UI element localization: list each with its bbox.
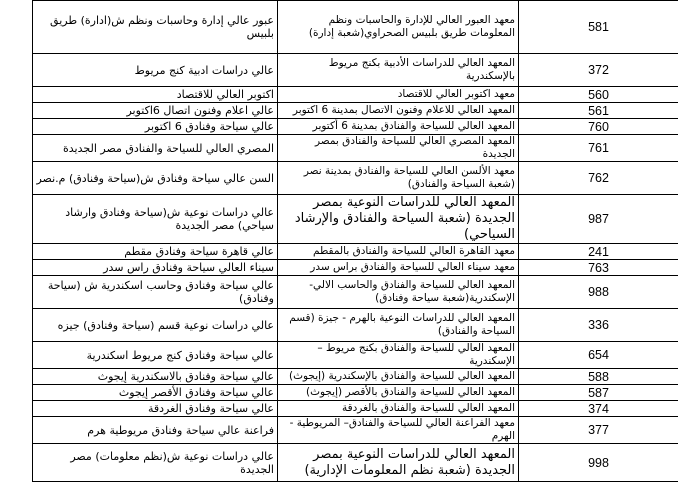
code-cell: 374 <box>519 401 678 417</box>
table-row <box>33 54 678 87</box>
short-name-cell: عالي سياحة وفنادق بالاسكندرية إيجوث <box>33 369 278 385</box>
table-row <box>33 195 678 244</box>
table-row <box>33 135 678 162</box>
institute-name-cell: معهد العبور العالي للإدارة والحاسبات ونظم المعلومات طريق بلبيس الصحراوي(شعبة إدارة) <box>278 1 519 54</box>
code-cell: 587 <box>519 385 678 401</box>
short-name-cell: عالي قاهرة سياحة وفنادق مقطم <box>33 244 278 260</box>
table-row <box>33 103 678 119</box>
code-cell: 761 <box>519 135 678 162</box>
institute-name-cell: المعهد العالي للاعلام وفنون الاتصال بمدينة 6 اكتوبر <box>278 103 519 119</box>
short-name-cell: عالي سياحة وفنادق كنج مريوط اسكندرية <box>33 342 278 369</box>
institute-name-cell: معهد الفراعنة العالي للسياحة والفنادق– المريوطية - الهرم <box>278 417 519 444</box>
code-cell: 998 <box>519 444 678 482</box>
code-cell: 760 <box>519 119 678 135</box>
institute-name-cell: المعهد العالي للسياحة والفنادق بالغردقة <box>278 401 519 417</box>
short-name-cell: عالي سياحة وفنادق وحاسب اسكندرية ش (سياحة وفنادق) <box>33 276 278 309</box>
table-row <box>33 162 678 195</box>
code-cell: 377 <box>519 417 678 444</box>
institute-name-cell: المعهد العالي للدراسات الأدبية بكنج مريوط بالإسكندرية <box>278 54 519 87</box>
table-row <box>33 260 678 276</box>
institute-name-cell: المعهد العالي للسياحة والفنادق بالإسكندرية (إيجوث) <box>278 369 519 385</box>
code-cell: 762 <box>519 162 678 195</box>
table-row <box>33 401 678 417</box>
code-cell: 763 <box>519 260 678 276</box>
institute-name-cell: المعهد المصري العالي للسياحة والفنادق بمصر الجديدة <box>278 135 519 162</box>
institute-name-cell: المعهد العالي للسياحة والفنادق بالأقصر (إيجوث) <box>278 385 519 401</box>
short-name-cell: فراعنة عالي سياحة وفنادق مريوطية هرم <box>33 417 278 444</box>
table-row <box>33 369 678 385</box>
short-name-cell: عالي اعلام وفنون اتصال 6اكتوبر <box>33 103 278 119</box>
code-cell: 372 <box>519 54 678 87</box>
code-cell: 987 <box>519 195 678 244</box>
code-cell: 581 <box>519 1 678 54</box>
short-name-cell: عالي دراسات نوعية ش(نظم معلومات) مصر الجديدة <box>33 444 278 482</box>
short-name-cell: عبور عالي إدارة وحاسبات ونظم ش(ادارة) طريق بلبيس <box>33 1 278 54</box>
table-row <box>33 417 678 444</box>
short-name-cell: عالي سياحة وفنادق الأقصر إيجوث <box>33 385 278 401</box>
institutes-table <box>32 0 678 482</box>
code-cell: 561 <box>519 103 678 119</box>
short-name-cell: عالي دراسات نوعية قسم (سياحة وفنادق) جيزه <box>33 309 278 342</box>
short-name-cell: عالي سياحة وفنادق 6 اكتوبر <box>33 119 278 135</box>
institute-name-cell: المعهد العالي للدراسات النوعية بمصر الجديدة (شعبة السياحة والفنادق والإرشاد السياحي) <box>278 195 519 244</box>
code-cell: 560 <box>519 87 678 103</box>
code-cell: 336 <box>519 309 678 342</box>
short-name-cell: عالي دراسات ادبية كنج مريوط <box>33 54 278 87</box>
institute-name-cell: المعهد العالي للسياحة والفنادق بكنج مريوط – الإسكندرية <box>278 342 519 369</box>
code-cell: 654 <box>519 342 678 369</box>
institute-name-cell: المعهد العالي للدراسات النوعية بمصر الجديدة (شعبة نظم المعلومات الإدارية) <box>278 444 519 482</box>
short-name-cell: المصري العالي للسياحة والفنادق مصر الجديدة <box>33 135 278 162</box>
institute-name-cell: معهد القاهرة العالي للسياحة والفنادق بالمقطم <box>278 244 519 260</box>
table-row <box>33 244 678 260</box>
institute-name-cell: معهد سيناء العالي للسياحة والفنادق براس سدر <box>278 260 519 276</box>
code-cell: 588 <box>519 369 678 385</box>
institute-name-cell: معهد الألسن العالي للسياحة والفنادق بمدينة نصر (شعبة السياحة والفنادق) <box>278 162 519 195</box>
institute-name-cell: المعهد العالي للسياحة والفنادق والحاسب الالي- الإسكندرية(شعبة سياحة وفنادق) <box>278 276 519 309</box>
table-row <box>33 1 678 54</box>
code-cell: 988 <box>519 276 678 309</box>
short-name-cell: عالي سياحة وفنادق الغردقة <box>33 401 278 417</box>
table-row <box>33 87 678 103</box>
short-name-cell: سيناء العالي سياحة وفنادق راس سدر <box>33 260 278 276</box>
institute-name-cell: المعهد العالي للسياحة والفنادق بمدينة 6 أكتوبر <box>278 119 519 135</box>
table-row <box>33 342 678 369</box>
table-row <box>33 309 678 342</box>
table-row <box>33 276 678 309</box>
institute-name-cell: معهد اكتوبر العالي للاقتصاد <box>278 87 519 103</box>
table-row <box>33 444 678 482</box>
short-name-cell: السن عالي سياحة وفنادق ش(سياحة وفنادق) م.نصر <box>33 162 278 195</box>
code-cell: 241 <box>519 244 678 260</box>
short-name-cell: اكتوبر العالي للاقتصاد <box>33 87 278 103</box>
institute-name-cell: المعهد العالي للدراسات النوعية بالهرم - جيزة (قسم السياحة والفنادق) <box>278 309 519 342</box>
short-name-cell: عالي دراسات نوعية ش(سياحة وفنادق وارشاد سياحي) مصر الجديدة <box>33 195 278 244</box>
table-row <box>33 385 678 401</box>
table-row <box>33 119 678 135</box>
